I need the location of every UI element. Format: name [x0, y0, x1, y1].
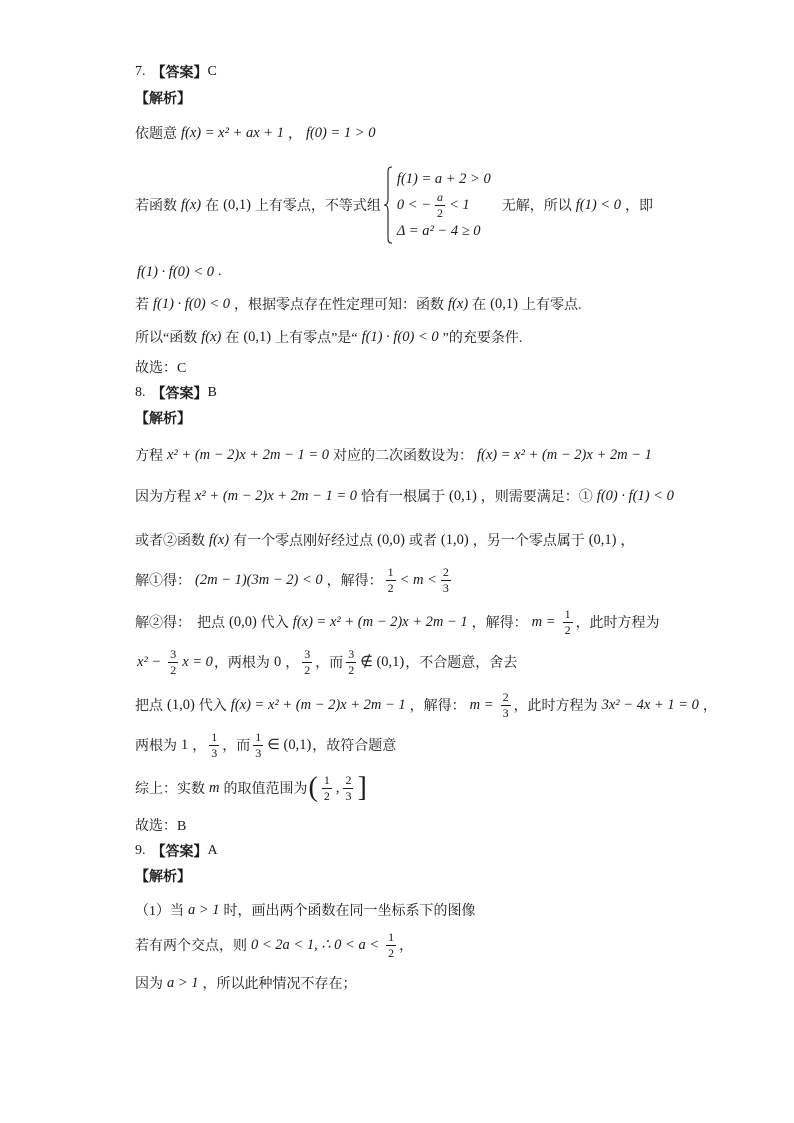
left-bracket: ( [308, 772, 318, 803]
fraction [346, 648, 356, 677]
analysis-label: 【解析】 [135, 870, 191, 885]
text-run: 对应的二次函数设为： [333, 449, 473, 464]
text-run: 或者 [408, 534, 437, 549]
fraction [386, 566, 396, 595]
fraction-denominator: 3 [442, 580, 449, 595]
text-run: 上有零点. [521, 298, 582, 313]
text-run: . [218, 264, 222, 279]
text-run: ， [702, 699, 717, 714]
fraction-denominator: 2 [564, 622, 571, 637]
math-expression: f(x) = x² + (m − 2)x + 2m − 1 [230, 696, 406, 713]
math-expression: < m < [399, 571, 437, 588]
text-line [135, 480, 678, 512]
choice-result: 故选：C [135, 361, 187, 376]
text-run: 或者②函数 [135, 534, 205, 549]
text-run: 在 [472, 298, 487, 313]
math-expression: (2m − 1)(3m − 2) < 0 [195, 571, 323, 588]
fraction-denominator: 2 [348, 662, 355, 677]
fraction [441, 566, 451, 595]
math-expression: a > 1 [167, 974, 199, 991]
fraction-numerator: 1 [255, 729, 262, 744]
math-expression: ∉ (0,1) [360, 653, 405, 670]
math-expression: a > 1 [188, 901, 220, 918]
math-expression: f(1) = a + 2 > 0 [396, 170, 491, 187]
text-run: 若函数 [135, 199, 177, 214]
math-expression: f(1) · f(0) < 0 [137, 263, 215, 280]
math-expression: 1 [181, 736, 189, 753]
text-run: 有一个零点刚好经过点 [233, 534, 374, 549]
math-expression: (0,1) [490, 295, 518, 312]
text-run: 解①得： [135, 574, 191, 589]
fraction-denominator: 3 [211, 745, 218, 760]
right-bracket: ] [357, 772, 367, 803]
text-run: 代入 [198, 699, 227, 714]
text-run: ，故符合题意 [312, 739, 397, 754]
math-expression: x² + (m − 2)x + 2m − 1 = 0 [195, 487, 357, 504]
math-expression: 0 < − [396, 196, 431, 213]
text-run: 上有零点，不等式组 [254, 199, 381, 214]
math-expression: 3x² − 4x + 1 = 0 [601, 696, 699, 713]
text-line [135, 772, 368, 804]
text-run: 解②得： [135, 616, 191, 631]
math-expression: m [209, 779, 220, 796]
math-expression: x² − [137, 653, 162, 670]
text-run: 的取值范围为 [223, 782, 308, 797]
math-expression: < 1 [449, 196, 470, 213]
math-expression: f(x) [448, 295, 469, 312]
text-line [135, 321, 522, 353]
text-run: 代入 [260, 616, 289, 631]
q9-analysis-label-line [135, 860, 191, 892]
fraction-numerator: a [437, 189, 443, 204]
text-line [135, 117, 379, 149]
text-run: 时，画出两个函数在同一坐标系下的图像 [223, 904, 476, 919]
equation-row [396, 189, 492, 220]
equation-system [383, 165, 492, 245]
text-run: ，根据零点存在性定理可知：函数 [234, 298, 445, 313]
left-brace-icon [383, 166, 393, 244]
math-expression: f(0) · f(1) < 0 [596, 487, 674, 504]
math-expression: f(x) [209, 531, 230, 548]
q7-analysis-label-line [135, 82, 191, 114]
text-line [135, 564, 454, 596]
fraction [168, 648, 178, 677]
fraction [253, 731, 263, 760]
math-expression: f(x) [201, 328, 222, 345]
answer-value: A [207, 843, 218, 858]
math-expression: (0,0) [377, 531, 405, 548]
text-run: ，此时方程为 [513, 699, 598, 714]
text-run: 若 [135, 298, 149, 313]
text-line [135, 256, 222, 288]
fraction-numerator: 1 [387, 564, 394, 579]
text-run: ， [620, 534, 635, 549]
math-expression: f(x) = x² + (m − 2)x + 2m − 1 [292, 613, 468, 630]
math-expression: x² + (m − 2)x + 2m − 1 = 0 [167, 446, 329, 463]
text-run: ，解得： [326, 574, 383, 589]
equation-rows [396, 166, 492, 244]
fraction-denominator: 2 [388, 945, 395, 960]
analysis-label: 【解析】 [135, 92, 191, 107]
fraction-numerator: 1 [564, 606, 571, 621]
fraction [435, 191, 445, 220]
fraction-numerator: 2 [345, 772, 352, 787]
question-number: 7. [135, 64, 146, 79]
fraction-denominator: 3 [255, 745, 262, 760]
text-run: （1）当 [135, 904, 184, 919]
text-run: 综上：实数 [135, 782, 205, 797]
text-line [135, 729, 396, 761]
answer-label: 【答案】 [151, 845, 208, 860]
fraction [501, 691, 511, 720]
fraction [563, 608, 573, 637]
text-run: ，而 [222, 739, 251, 754]
fraction-denominator: 2 [323, 788, 330, 803]
text-run: ，两根为 [213, 656, 270, 671]
math-separator: , [335, 779, 340, 796]
fraction [302, 648, 312, 677]
text-run: 两根为 [135, 739, 177, 754]
text-run: 恰有一根属于 [361, 490, 445, 505]
text-line [135, 929, 413, 961]
text-run: ，而 [315, 656, 344, 671]
math-expression: f(x) = x² + ax + 1 [181, 124, 284, 141]
fraction-denominator: 2 [437, 205, 443, 220]
text-line [135, 288, 581, 320]
fraction-numerator: 1 [323, 772, 330, 787]
math-expression: m = [469, 696, 494, 713]
text-run: ，不合题意，舍去 [405, 656, 518, 671]
math-expression: Δ = a² − 4 ≥ 0 [396, 222, 481, 239]
text-line [135, 606, 660, 638]
math-expression: f(1) · f(0) < 0 [153, 295, 231, 312]
math-expression: f(0) = 1 > 0 [305, 124, 376, 141]
text-run: ，此时方程为 [575, 616, 660, 631]
math-expression: x = 0 [182, 653, 213, 670]
text-run: ，即 [624, 199, 653, 214]
text-run: ，解得： [409, 699, 466, 714]
fraction-denominator: 2 [387, 580, 394, 595]
math-expression: m = [531, 613, 556, 630]
text-run: 因为方程 [135, 490, 191, 505]
answer-value: B [207, 385, 217, 400]
text-run: ， [285, 656, 300, 671]
math-expression: f(x) [181, 196, 202, 213]
text-run: ， [399, 939, 414, 954]
fraction [322, 774, 332, 803]
fraction-numerator: 1 [388, 929, 395, 944]
fraction-denominator: 2 [170, 662, 177, 677]
text-run: 把点 [197, 616, 225, 631]
text-line [135, 967, 357, 999]
math-expression: (0,1) [223, 196, 251, 213]
equation-row [396, 218, 492, 244]
fraction-denominator: 2 [304, 662, 311, 677]
fraction-denominator: 3 [345, 788, 352, 803]
text-run: ，另一个零点属于 [472, 534, 585, 549]
math-expression: (1,0) [167, 696, 195, 713]
text-line [135, 646, 517, 678]
text-run: 依题意 [135, 127, 177, 142]
text-run: 无解，所以 [501, 199, 572, 214]
fraction [343, 774, 353, 803]
answer-value: C [207, 64, 217, 79]
fraction-denominator: 3 [502, 705, 509, 720]
text-run: 方程 [135, 449, 163, 464]
fraction-numerator: 2 [502, 689, 509, 704]
text-run: 上有零点”是“ [275, 331, 358, 346]
fraction-numerator: 3 [348, 646, 355, 661]
text-run: ”的充要条件. [442, 331, 523, 346]
text-run: 若有两个交点，则 [135, 939, 247, 954]
text-line-with-system [135, 165, 653, 245]
text-run: ，解得： [471, 616, 528, 631]
math-expression: (0,1) [588, 531, 617, 548]
math-expression: 0 < 2a < 1, ∴ 0 < a < [251, 936, 380, 953]
text-run: 所以“函数 [135, 331, 198, 346]
equation-row [396, 166, 492, 192]
question-number: 9. [135, 843, 146, 858]
analysis-label: 【解析】 [135, 412, 191, 427]
math-expression: ∈ (0,1) [267, 736, 312, 753]
text-run: 因为 [135, 977, 163, 992]
text-run: ， [287, 127, 302, 142]
fraction [209, 731, 219, 760]
text-run: ，所以此种情况不存在； [202, 977, 357, 992]
text-run: 把点 [135, 699, 163, 714]
text-run: 在 [225, 331, 240, 346]
fraction-numerator: 1 [211, 729, 218, 744]
text-line [135, 689, 717, 721]
fraction-numerator: 3 [170, 646, 177, 661]
text-line [135, 894, 476, 926]
math-expression: f(x) = x² + (m − 2)x + 2m − 1 [477, 446, 652, 463]
question-number: 8. [135, 385, 146, 400]
math-expression: (0,1) [449, 487, 477, 504]
math-expression: (1,0) [440, 531, 469, 548]
choice-result: 故选：B [135, 819, 187, 834]
math-expression: f(1) < 0 [575, 196, 621, 213]
math-expression: (0,0) [229, 613, 257, 630]
text-line [135, 439, 656, 471]
math-expression: f(1) · f(0) < 0 [361, 328, 439, 345]
answer-label: 【答案】 [151, 387, 208, 402]
math-expression: 0 [273, 653, 282, 670]
math-expression: (0,1) [243, 328, 272, 345]
fraction-numerator: 3 [304, 646, 311, 661]
fraction [386, 931, 396, 960]
answer-label: 【答案】 [151, 66, 208, 81]
text-run: ，则需要满足：① [480, 490, 593, 505]
text-run: ， [192, 739, 207, 754]
q8-analysis-label-line [135, 402, 191, 434]
fraction-numerator: 2 [442, 564, 449, 579]
text-run: 在 [205, 199, 220, 214]
text-line [135, 524, 635, 556]
